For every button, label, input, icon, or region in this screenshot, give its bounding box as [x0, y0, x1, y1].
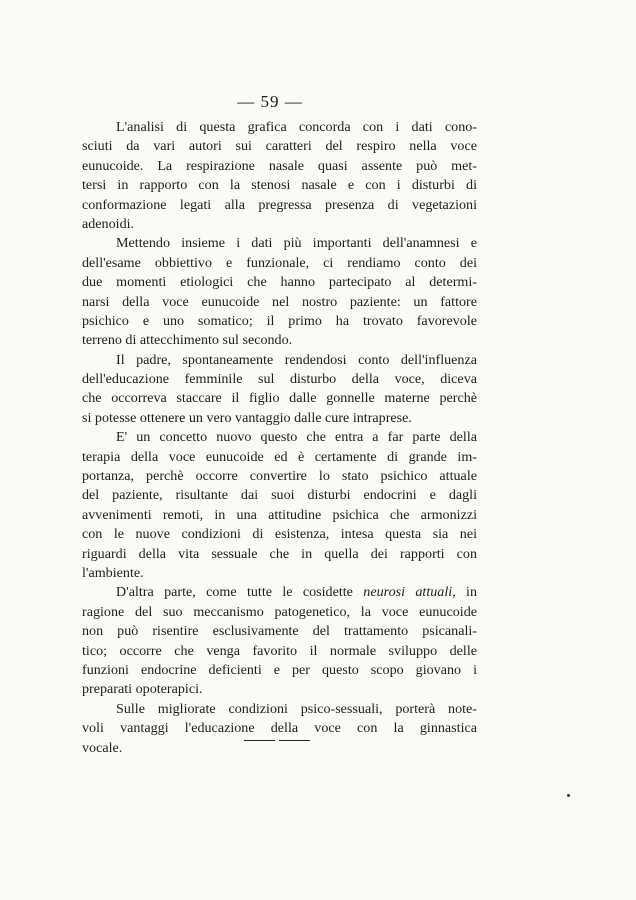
text-line — [82, 583, 477, 602]
text-line: preparati opoterapici. — [82, 681, 203, 698]
text-line: del paziente, risultante dai suoi disturbi endocrini e dagli — [82, 487, 477, 504]
text-line: terreno di attecchimento sul secondo. — [82, 332, 293, 349]
paragraph-1 — [82, 118, 477, 234]
paragraph-5 — [82, 583, 477, 699]
text-line: ragione del suo meccanismo patogenetico, la voce eunucoide — [82, 603, 477, 620]
text-line: Mettendo insieme i dati più importanti dell'anamnesi e — [116, 235, 477, 252]
text-line: Il padre, spontaneamente rendendosi conto dell'influenza — [116, 351, 477, 368]
text-line: sciuti da vari autori sui caratteri del respiro nella voce — [82, 138, 477, 155]
text-line: Sulle migliorate condizioni psico-sessuali, porterà note- — [116, 700, 477, 717]
text-line: L'analisi di questa grafica concorda con i dati cono- — [116, 119, 477, 135]
text-line: voli vantaggi l'educazione della voce con la ginnastica — [82, 720, 477, 737]
text-line: due momenti etiologici che hanno partecipato al determi- — [82, 274, 477, 291]
rule-segment — [279, 740, 310, 741]
text-line: tersi in rapporto con la stenosi nasale e con i disturbi di — [82, 177, 477, 194]
paragraph-6 — [82, 700, 477, 758]
paragraph-3 — [82, 351, 477, 429]
paragraph-2 — [82, 234, 477, 350]
text-line: l'ambiente. — [82, 564, 144, 581]
text-line: tico; occorre che venga favorito il normale sviluppo delle — [82, 642, 477, 659]
text-line: dell'esame obbiettivo e funzionale, ci rendiamo conto dei — [82, 254, 477, 271]
rule-segment — [244, 740, 275, 741]
text-line: non può risentire esclusivamente del trattamento psicanali- — [82, 623, 477, 640]
text-line: vocale. — [82, 739, 123, 756]
text-line: che occorreva staccare il figlio dalle gonnelle materne perchè — [82, 390, 477, 407]
text-line: avvenimenti remoti, in una attitudine psichica che armonizzi — [82, 506, 477, 523]
text-line: funzioni endocrine deficienti e per questo scopo giovano i — [82, 661, 477, 678]
ink-speck — [567, 794, 570, 797]
text-line: riguardi della vita sessuale che in quella dei rapporti con — [82, 545, 477, 562]
end-rule — [244, 737, 310, 745]
text-line: conformazione legati alla pregressa presenza di vegetazioni — [82, 196, 477, 213]
text-run: D'altra parte, come tutte le cosidette — [116, 584, 364, 601]
text-line: eunucoide. La respirazione nasale quasi assente può met- — [82, 157, 477, 174]
text-line: con le nuove condizioni di esistenza, intesa questa sia nei — [82, 526, 477, 543]
text-run: , in — [452, 584, 478, 601]
text-line: dell'educazione femminile sul disturbo della voce, diceva — [82, 371, 477, 388]
page-number: — 59 — — [237, 92, 303, 111]
body-text — [82, 118, 477, 758]
text-line: terapia della voce eunucoide ed è certamente di grande im- — [82, 448, 477, 465]
text-line: E' un concetto nuovo questo che entra a far parte della — [116, 429, 477, 446]
text-line: portanza, perchè occorre convertire lo stato psichico attuale — [82, 468, 477, 485]
text-line: narsi della voce eunucoide nel nostro paziente: un fattore — [82, 293, 477, 310]
italic-term: neurosi attuali — [363, 584, 453, 601]
text-line: si potesse ottenere un vero vantaggio dalle cure intraprese. — [82, 409, 412, 426]
text-line: adenoidi. — [82, 215, 135, 232]
text-line: psichico e uno somatico; il primo ha trovato favorevole — [82, 312, 477, 329]
paragraph-4 — [82, 428, 477, 583]
